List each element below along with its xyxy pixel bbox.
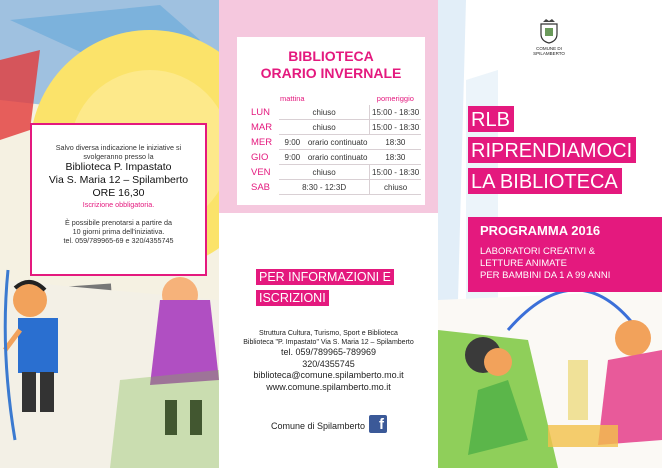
day-label: MAR <box>251 121 273 133</box>
end-hour: 18:30 <box>370 150 421 165</box>
schedule-row <box>251 150 421 165</box>
info-banner-line: PER INFORMAZIONI E <box>256 269 394 285</box>
phone: tel. 059/789965-789969 <box>280 347 377 357</box>
program-line: LABORATORI CREATIVI & <box>480 246 596 257</box>
info-line: Salvo diversa indicazione le iniziative si <box>55 143 182 152</box>
info-line: È possibile prenotarsi a partire da <box>64 218 173 227</box>
day-label: LUN <box>251 106 271 118</box>
schedule-band <box>219 0 438 213</box>
website-link[interactable]: www.comune.spilamberto.mo.it <box>266 381 391 392</box>
day-label: GIO <box>251 151 269 163</box>
morning-hours: 8:30 - 12:3D <box>279 180 370 195</box>
info-registration: Iscrizione obbligatoria. <box>82 200 155 209</box>
info-time: ORE 16,30 <box>92 187 145 199</box>
morning-hours: chiuso <box>279 105 370 120</box>
schedule-table <box>251 91 421 195</box>
comune-label: Comune di Spilamberto <box>271 421 366 431</box>
mobile: 320/4355745 <box>302 358 355 369</box>
email-link[interactable]: biblioteca@comune.spilamberto.mo.it <box>253 370 404 380</box>
program-description <box>480 246 660 282</box>
municipal-crest-icon <box>538 18 560 44</box>
schedule-title <box>237 48 425 82</box>
program-line: LETTURE ANIMATE <box>480 258 567 269</box>
program-box <box>468 217 662 292</box>
middle-panel <box>219 0 438 468</box>
morning-hours: chiuso <box>279 120 370 135</box>
schedule-row <box>251 165 421 180</box>
main-title <box>468 106 662 199</box>
schedule-card <box>237 37 425 205</box>
info-venue: Biblioteca P. Impastato <box>65 161 172 173</box>
left-panel <box>0 0 219 468</box>
crest-label-line: SPILAMBERTO <box>533 51 565 56</box>
end-hour: 18:30 <box>370 135 421 150</box>
program-title: PROGRAMMA 2016 <box>480 223 601 238</box>
afternoon-hours: 15:00 - 18:30 <box>370 165 421 180</box>
info-address: Via S. Maria 12 – Spilamberto <box>48 174 189 186</box>
info-banner <box>256 267 408 309</box>
facebook-icon[interactable]: f <box>369 415 387 433</box>
org-line: Biblioteca "P. Impastato" Via S. Maria 12 – Spilamberto <box>243 339 414 346</box>
schedule-header-row <box>251 91 421 105</box>
schedule-title-line: BIBLIOTECA <box>288 48 374 64</box>
col-afternoon: pomeriggio <box>376 93 414 103</box>
schedule-row <box>251 120 421 135</box>
continuous-hours: orario continuato <box>306 135 370 150</box>
afternoon-hours: chiuso <box>370 180 421 195</box>
afternoon-hours: 15:00 - 18:30 <box>370 105 421 120</box>
title-line: LA BIBLIOTECA <box>468 168 622 194</box>
start-hour: 9:00 <box>279 150 306 165</box>
title-line: RIPRENDIAMOCI <box>468 137 636 163</box>
schedule-title-line: ORARIO INVERNALE <box>260 65 402 81</box>
afternoon-hours: 15:00 - 18:30 <box>370 120 421 135</box>
schedule-row <box>251 180 421 195</box>
title-line: RLB <box>468 106 514 132</box>
info-line: svolgeranno presso la <box>83 152 154 161</box>
schedule-row <box>251 105 421 120</box>
day-label: SAB <box>251 181 271 193</box>
crest-label <box>521 46 577 56</box>
contact-block <box>219 329 438 393</box>
schedule-row <box>251 135 421 150</box>
info-card <box>30 123 207 276</box>
crest-label-line: COMUNE DI <box>536 46 562 51</box>
morning-hours: chiuso <box>279 165 370 180</box>
day-label: MER <box>251 136 273 148</box>
info-banner-line: ISCRIZIONI <box>256 290 329 306</box>
continuous-hours: orario continuato <box>306 150 370 165</box>
info-phone: tel. 059/789965-69 e 320/4355745 <box>63 236 174 245</box>
program-line: PER BAMBINI DA 1 A 99 ANNI <box>480 270 611 281</box>
org-line: Struttura Cultura, Turismo, Sport e Biblioteca <box>259 330 398 337</box>
right-panel <box>438 0 662 468</box>
start-hour: 9:00 <box>279 135 306 150</box>
col-morning: mattina <box>280 93 305 103</box>
info-line: 10 giorni prima dell'iniziativa. <box>72 227 165 236</box>
day-label: VEN <box>251 166 271 178</box>
